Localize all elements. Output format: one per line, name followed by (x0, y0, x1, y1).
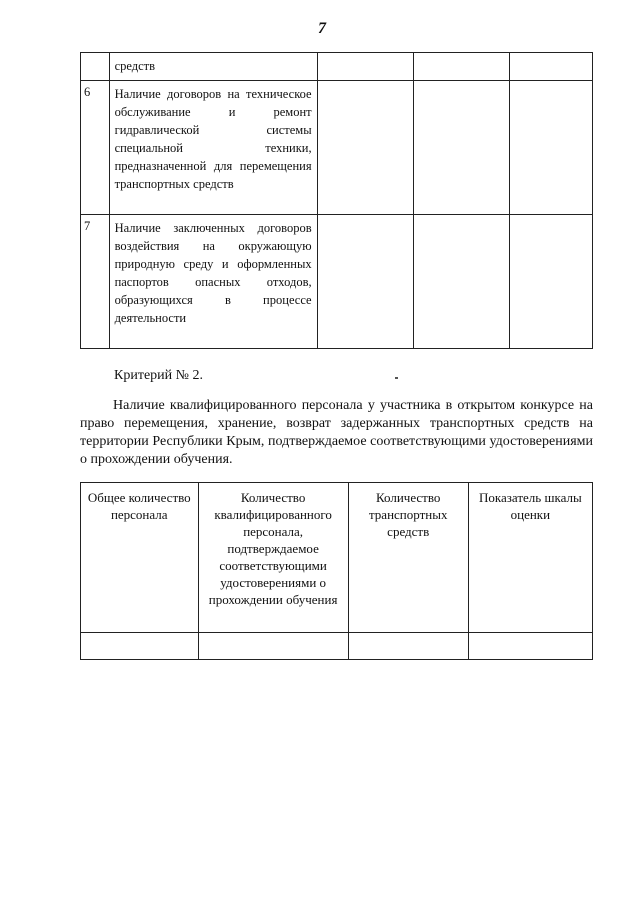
row-description: средств (109, 53, 317, 81)
table-cell (510, 215, 593, 349)
table-cell (510, 81, 593, 215)
table-cell (317, 53, 413, 81)
table-cell (413, 215, 509, 349)
row-description: Наличие заключенных договоров воздействия на окружающую природную среду и оформленных паспортов опасных отходов, образующихся в процессе деятельности (109, 215, 317, 349)
table-row (81, 53, 593, 81)
row-number: 6 (81, 81, 110, 215)
table-cell (317, 215, 413, 349)
personnel-table (80, 482, 593, 660)
criterion-description: Наличие квалифицированного персонала у участника в открытом конкурсе на право перемещения, хранение, возврат задержанных транспортных средств на территории Республики Крым, подтверждаемое соответствующими удостоверениями о прохождении обучения. (80, 398, 593, 467)
table-cell (413, 53, 509, 81)
table-cell (468, 633, 592, 660)
row-number: 7 (81, 215, 110, 349)
table-cell (510, 53, 593, 81)
row-description: Наличие договоров на техническое обслуживание и ремонт гидравлической системы специальной техники, предназначенной для перемещения транспортных средств (109, 81, 317, 215)
column-header-vehicles: Количество транспортных средств (348, 483, 468, 633)
scan-speck (395, 377, 398, 379)
column-header-score: Показатель шкалы оценки (468, 483, 592, 633)
row-number (81, 53, 110, 81)
table-cell (348, 633, 468, 660)
table-row (81, 215, 593, 349)
table-cell (81, 633, 199, 660)
table-header-row (81, 483, 593, 633)
criterion-heading: Критерий № 2. (114, 368, 204, 383)
table-row (81, 633, 593, 660)
table-row (81, 81, 593, 215)
column-header-total-staff: Общее количество персонала (81, 483, 199, 633)
criteria-table-continued (80, 52, 593, 349)
column-header-qualified-staff: Количество квалифицированного персонала, подтверждаемое соответствующими удостоверениями о прохождении обучения (198, 483, 348, 633)
table-cell (413, 81, 509, 215)
table-cell (317, 81, 413, 215)
page-number: 7 (318, 20, 326, 37)
table-cell (198, 633, 348, 660)
